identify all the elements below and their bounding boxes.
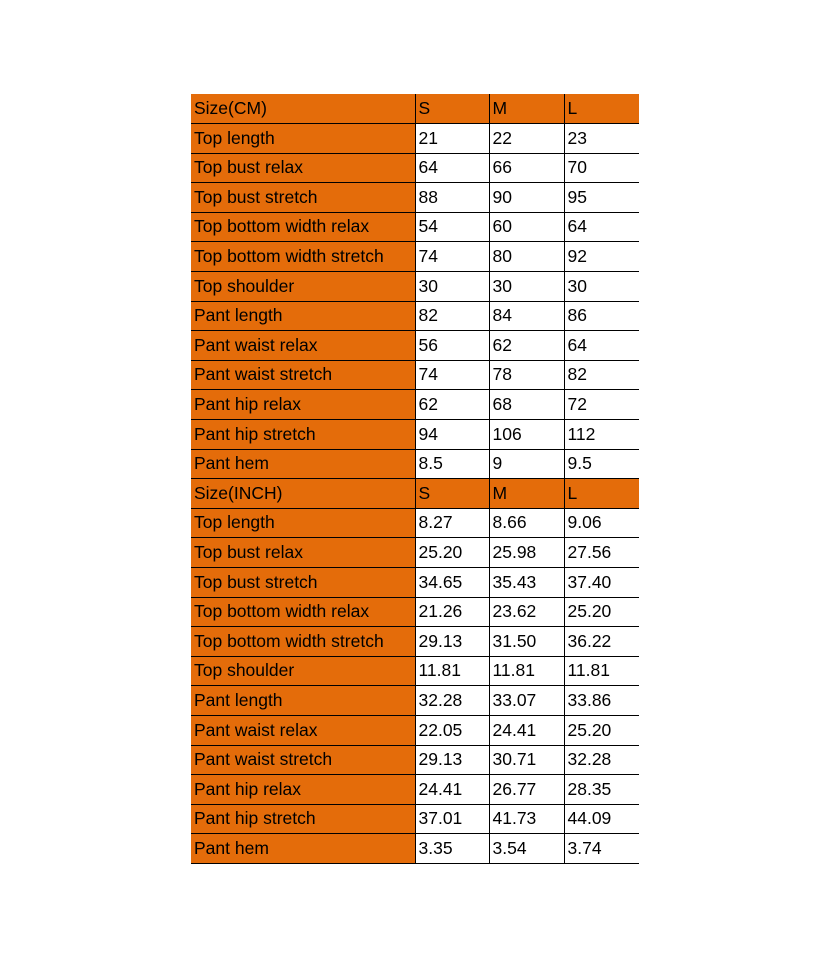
table-row: [191, 538, 639, 568]
measurement-value: 64: [564, 331, 639, 361]
size-chart-table: [191, 94, 639, 864]
measurement-value: 11.81: [489, 656, 564, 686]
measurement-value: 3.74: [564, 834, 639, 864]
measurement-label: Top bust relax: [191, 153, 415, 183]
measurement-value: 60: [489, 212, 564, 242]
table-row: [191, 775, 639, 805]
measurement-value: 29.13: [415, 745, 489, 775]
size-column-header: M: [489, 94, 564, 124]
size-chart-body: [191, 94, 639, 863]
table-row: [191, 834, 639, 864]
measurement-value: 82: [564, 360, 639, 390]
table-row: [191, 686, 639, 716]
measurement-value: 72: [564, 390, 639, 420]
measurement-label: Top bust stretch: [191, 183, 415, 213]
measurement-label: Top length: [191, 508, 415, 538]
table-row: [191, 804, 639, 834]
measurement-label: Top bottom width relax: [191, 212, 415, 242]
size-unit-header: Size(INCH): [191, 479, 415, 509]
measurement-label: Pant waist relax: [191, 331, 415, 361]
measurement-label: Pant hip stretch: [191, 804, 415, 834]
table-row: [191, 272, 639, 302]
measurement-value: 24.41: [415, 775, 489, 805]
measurement-value: 68: [489, 390, 564, 420]
measurement-value: 64: [564, 212, 639, 242]
table-row: [191, 212, 639, 242]
measurement-label: Top length: [191, 124, 415, 154]
measurement-label: Pant hem: [191, 834, 415, 864]
measurement-label: Top bottom width relax: [191, 597, 415, 627]
measurement-value: 32.28: [564, 745, 639, 775]
measurement-value: 90: [489, 183, 564, 213]
measurement-value: 32.28: [415, 686, 489, 716]
measurement-value: 27.56: [564, 538, 639, 568]
measurement-value: 70: [564, 153, 639, 183]
table-row: [191, 301, 639, 331]
measurement-value: 22: [489, 124, 564, 154]
measurement-value: 3.35: [415, 834, 489, 864]
measurement-value: 66: [489, 153, 564, 183]
measurement-value: 35.43: [489, 568, 564, 598]
measurement-value: 25.20: [564, 715, 639, 745]
measurement-value: 54: [415, 212, 489, 242]
measurement-label: Top bust relax: [191, 538, 415, 568]
measurement-label: Pant hem: [191, 449, 415, 479]
table-row: [191, 656, 639, 686]
measurement-value: 112: [564, 420, 639, 450]
table-row: [191, 597, 639, 627]
measurement-value: 29.13: [415, 627, 489, 657]
measurement-value: 8.5: [415, 449, 489, 479]
measurement-label: Top shoulder: [191, 272, 415, 302]
measurement-value: 30: [489, 272, 564, 302]
size-header-row-cm: [191, 94, 639, 124]
table-row: [191, 420, 639, 450]
measurement-value: 9.06: [564, 508, 639, 538]
table-row: [191, 242, 639, 272]
measurement-label: Pant hip relax: [191, 390, 415, 420]
measurement-value: 95: [564, 183, 639, 213]
measurement-value: 23: [564, 124, 639, 154]
table-row: [191, 449, 639, 479]
table-row: [191, 568, 639, 598]
measurement-value: 9.5: [564, 449, 639, 479]
table-row: [191, 508, 639, 538]
measurement-value: 37.01: [415, 804, 489, 834]
measurement-value: 82: [415, 301, 489, 331]
measurement-label: Top bust stretch: [191, 568, 415, 598]
measurement-value: 84: [489, 301, 564, 331]
table-row: [191, 153, 639, 183]
table-row: [191, 183, 639, 213]
measurement-value: 3.54: [489, 834, 564, 864]
size-column-header: L: [564, 94, 639, 124]
size-column-header: S: [415, 479, 489, 509]
measurement-value: 21.26: [415, 597, 489, 627]
size-column-header: L: [564, 479, 639, 509]
table-row: [191, 360, 639, 390]
measurement-value: 28.35: [564, 775, 639, 805]
measurement-value: 25.20: [564, 597, 639, 627]
measurement-value: 9: [489, 449, 564, 479]
measurement-label: Top shoulder: [191, 656, 415, 686]
measurement-label: Top bottom width stretch: [191, 242, 415, 272]
measurement-label: Pant hip relax: [191, 775, 415, 805]
measurement-label: Pant waist stretch: [191, 360, 415, 390]
measurement-value: 33.07: [489, 686, 564, 716]
size-unit-header: Size(CM): [191, 94, 415, 124]
measurement-label: Pant waist relax: [191, 715, 415, 745]
measurement-value: 21: [415, 124, 489, 154]
measurement-value: 64: [415, 153, 489, 183]
measurement-value: 8.66: [489, 508, 564, 538]
measurement-value: 44.09: [564, 804, 639, 834]
measurement-label: Pant waist stretch: [191, 745, 415, 775]
measurement-value: 86: [564, 301, 639, 331]
table-row: [191, 715, 639, 745]
measurement-value: 62: [489, 331, 564, 361]
table-row: [191, 627, 639, 657]
measurement-value: 31.50: [489, 627, 564, 657]
measurement-value: 106: [489, 420, 564, 450]
size-header-row-inch: [191, 479, 639, 509]
measurement-value: 41.73: [489, 804, 564, 834]
size-column-header: S: [415, 94, 489, 124]
measurement-label: Pant length: [191, 301, 415, 331]
measurement-label: Top bottom width stretch: [191, 627, 415, 657]
measurement-value: 74: [415, 242, 489, 272]
table-row: [191, 331, 639, 361]
measurement-value: 94: [415, 420, 489, 450]
measurement-value: 34.65: [415, 568, 489, 598]
measurement-value: 24.41: [489, 715, 564, 745]
measurement-value: 88: [415, 183, 489, 213]
table-row: [191, 745, 639, 775]
measurement-value: 23.62: [489, 597, 564, 627]
measurement-value: 22.05: [415, 715, 489, 745]
measurement-value: 92: [564, 242, 639, 272]
measurement-value: 30: [415, 272, 489, 302]
measurement-value: 36.22: [564, 627, 639, 657]
measurement-value: 11.81: [415, 656, 489, 686]
measurement-value: 78: [489, 360, 564, 390]
measurement-label: Pant hip stretch: [191, 420, 415, 450]
measurement-value: 8.27: [415, 508, 489, 538]
measurement-value: 11.81: [564, 656, 639, 686]
measurement-value: 25.20: [415, 538, 489, 568]
measurement-value: 25.98: [489, 538, 564, 568]
measurement-value: 30: [564, 272, 639, 302]
measurement-value: 62: [415, 390, 489, 420]
measurement-value: 74: [415, 360, 489, 390]
measurement-value: 80: [489, 242, 564, 272]
measurement-value: 37.40: [564, 568, 639, 598]
measurement-value: 56: [415, 331, 489, 361]
table-row: [191, 390, 639, 420]
measurement-value: 30.71: [489, 745, 564, 775]
table-row: [191, 124, 639, 154]
measurement-value: 26.77: [489, 775, 564, 805]
size-column-header: M: [489, 479, 564, 509]
measurement-value: 33.86: [564, 686, 639, 716]
measurement-label: Pant length: [191, 686, 415, 716]
